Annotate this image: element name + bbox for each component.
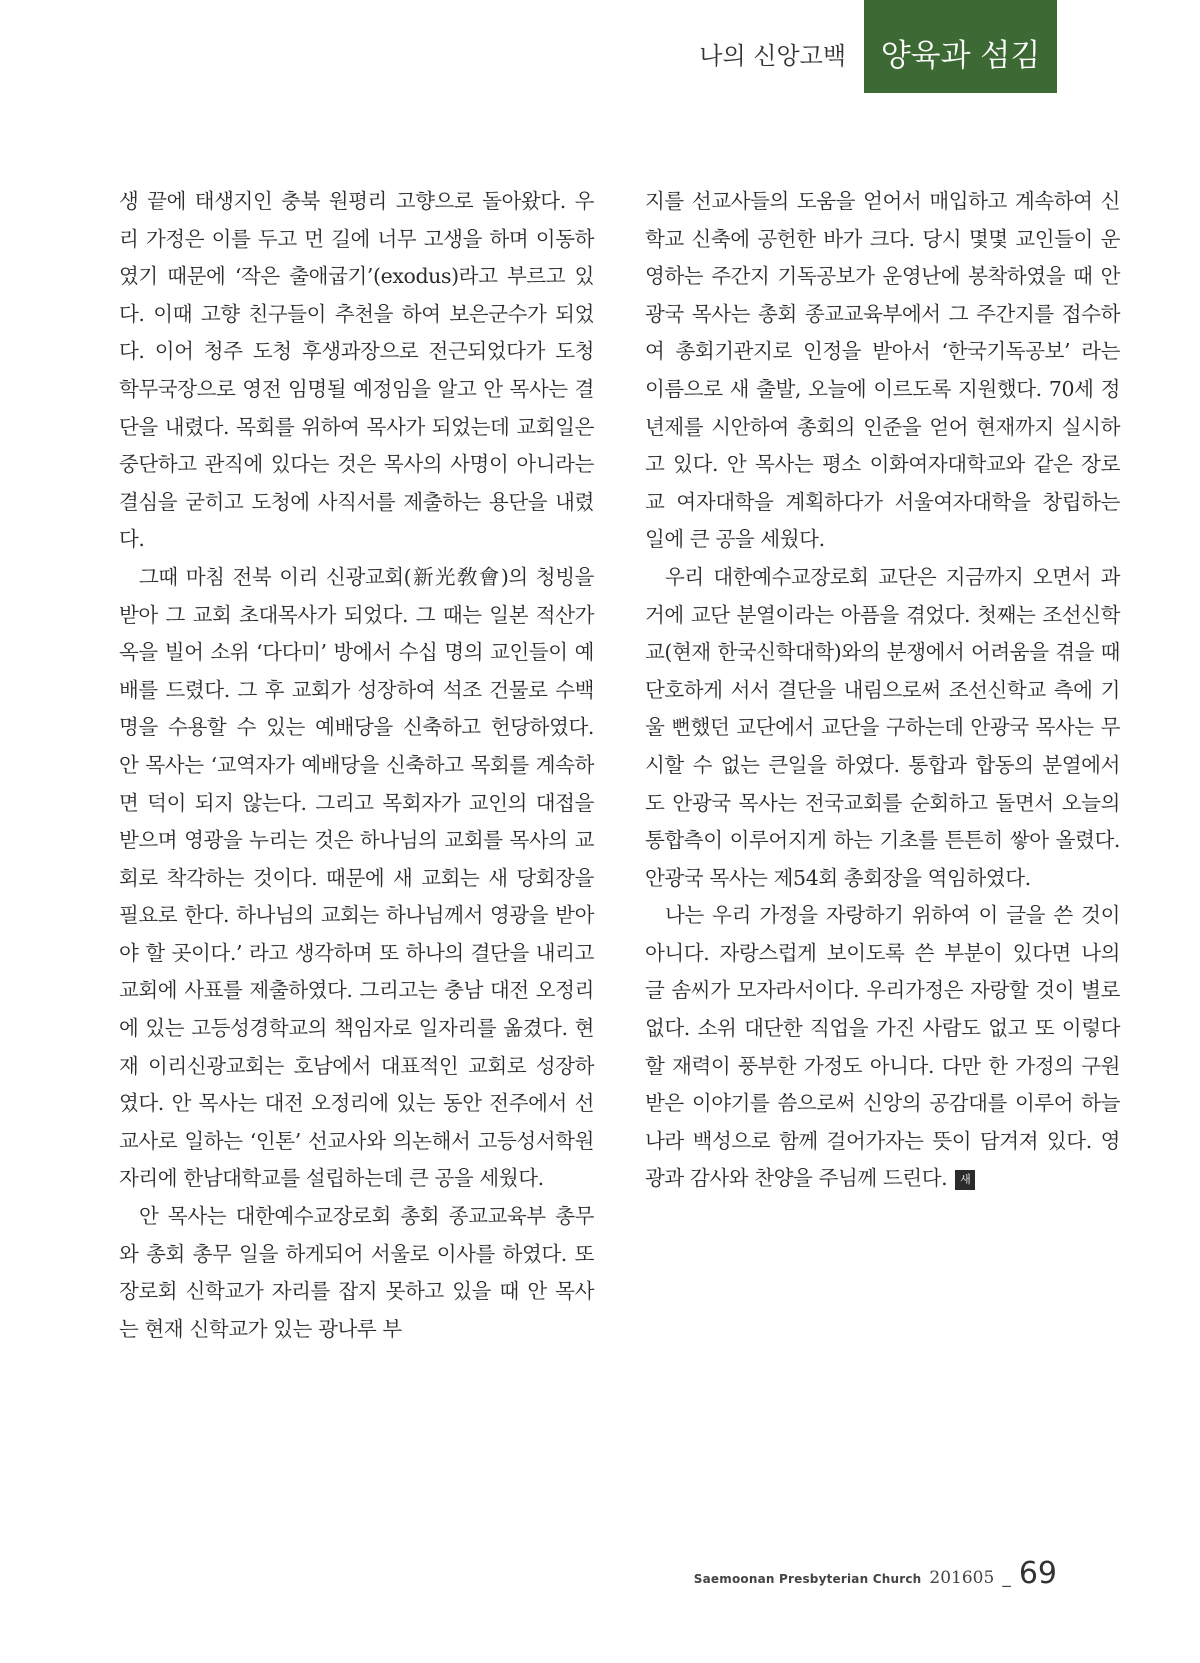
paragraph: 안 목사는 대한예수교장로회 총회 종교교육부 총무와 총회 총무 일을 하게되어 서울로 이사를 하였다. 또 장로회 신학교가 자리를 잡지 못하고 있을 때 안 목사는 현재 신학교가 있는 광나루 부 <box>119 1204 594 1341</box>
section-title: 양육과 섬김 <box>880 38 1041 74</box>
paragraph: 지를 선교사들의 도움을 얻어서 매입하고 계속하여 신학교 신축에 공헌한 바가 크다. 당시 몇몇 교인들이 운영하는 주간지 기독공보가 운영난에 봉착하였을 때 안광국 목사는 총회 종교교육부에서 그 주간지를 접수하여 총회기관지로 인정을 받아서 ‘한국기독공보’ 라는 이름으로 새 출발, 오늘에 이르도록 지원했다. 70세 정년제를 시안하여 총회의 인준을 얻어 현재까지 실시하고 있다. 안 목사는 평소 이화여자대학교와 같은 장로교 여자대학을 계획하다가 서울여자대학을 창립하는 일에 큰 공을 세웠다. <box>645 189 1120 552</box>
end-mark-icon: 새 <box>955 1170 975 1190</box>
page-footer <box>694 1556 1057 1591</box>
paragraph-text: 나는 우리 가정을 자랑하기 위하여 이 글을 쓴 것이 아니다. 자랑스럽게 보이도록 쓴 부분이 있다면 나의 글 솜씨가 모자라서이다. 우리가정은 자랑할 것이 별로 없다. 소위 대단한 직업을 가진 사람도 없고 또 이렇다 할 재력이 풍부한 가정도 아니다. 다만 한 가정의 구원받은 이야기를 씀으로써 신앙의 공감대를 이루어 하늘나라 백성으로 함께 걸어가자는 뜻이 담겨져 있다. 영광과 감사와 찬양을 주님께 드린다. <box>645 903 1120 1191</box>
paragraph: 생 끝에 태생지인 충북 원평리 고향으로 돌아왔다. 우리 가정은 이를 두고 먼 길에 너무 고생을 하며 이동하였기 때문에 ‘작은 출애굽기’(exodus)라고 부르고 있다. 이때 고향 친구들이 추천을 하여 보은군수가 되었다. 이어 청주 도청 후생과장으로 전근되었다가 도청 학무국장으로 영전 임명될 예정임을 알고 안 목사는 결단을 내렸다. 목회를 위하여 목사가 되었는데 교회일은 중단하고 관직에 있다는 것은 목사의 사명이 아니라는 결심을 굳히고 도청에 사직서를 제출하는 용단을 내렸다. <box>119 189 594 552</box>
page-header <box>699 0 1057 93</box>
paragraph: 우리 대한예수교장로회 교단은 지금까지 오면서 과거에 교단 분열이라는 아픔을 겪었다. 첫째는 조선신학교(현재 한국신학대학)와의 분쟁에서 어려움을 겪을 때 단호하게 서서 결단을 내림으로써 조선신학교 측에 기울 뻔했던 교단에서 교단을 구하는데 안광국 목사는 무시할 수 없는 큰일을 하였다. 통합과 합동의 분열에서도 안광국 목사는 전국교회를 순회하고 돌면서 오늘의 통합측이 이루어지게 하는 기초를 튼튼히 쌓아 올렸다. 안광국 목사는 제54회 총회장을 역임하였다. <box>645 564 1120 890</box>
right-column <box>645 183 1120 1198</box>
final-paragraph <box>645 897 1120 1198</box>
page-number: 69 <box>1018 1556 1057 1591</box>
left-column <box>119 183 594 1348</box>
issue-number: 201605 <box>929 1568 995 1588</box>
church-name: Saemoonan Presbyterian Church <box>693 1572 922 1586</box>
section-tab <box>864 0 1057 93</box>
paragraph: 그때 마침 전북 이리 신광교회(新光敎會)의 청빙을 받아 그 교회 초대목사가 되었다. 그 때는 일본 적산가옥을 빌어 소위 ‘다다미’ 방에서 수십 명의 교인들이 예배를 드렸다. 그 후 교회가 성장하여 석조 건물로 수백 명을 수용할 수 있는 예배당을 신축하고 헌당하였다. 안 목사는 ‘교역자가 예배당을 신축하고 목회를 계속하면 덕이 되지 않는다. 그리고 목회자가 교인의 대접을 받으며 영광을 누리는 것은 하나님의 교회를 목사의 교회로 착각하는 것이다. 때문에 새 교회는 새 당회장을 필요로 한다. 하나님의 교회는 하나님께서 영광을 받아야 할 곳이다.’ 라고 생각하며 또 하나의 결단을 내리고 교회에 사표를 제출하였다. 그리고는 충남 대전 오정리에 있는 고등성경학교의 책임자로 일자리를 옮겼다. 현재 이리신광교회는 호남에서 대표적인 교회로 성장하였다. 안 목사는 대전 오정리에 있는 동안 전주에서 선교사로 일하는 ‘인톤’ 선교사와 의논해서 고등성서학원 자리에 한남대학교를 설립하는데 큰 공을 세웠다. <box>119 564 594 1191</box>
footer-separator: _ <box>1002 1568 1011 1588</box>
series-title: 나의 신앙고백 <box>699 42 846 70</box>
